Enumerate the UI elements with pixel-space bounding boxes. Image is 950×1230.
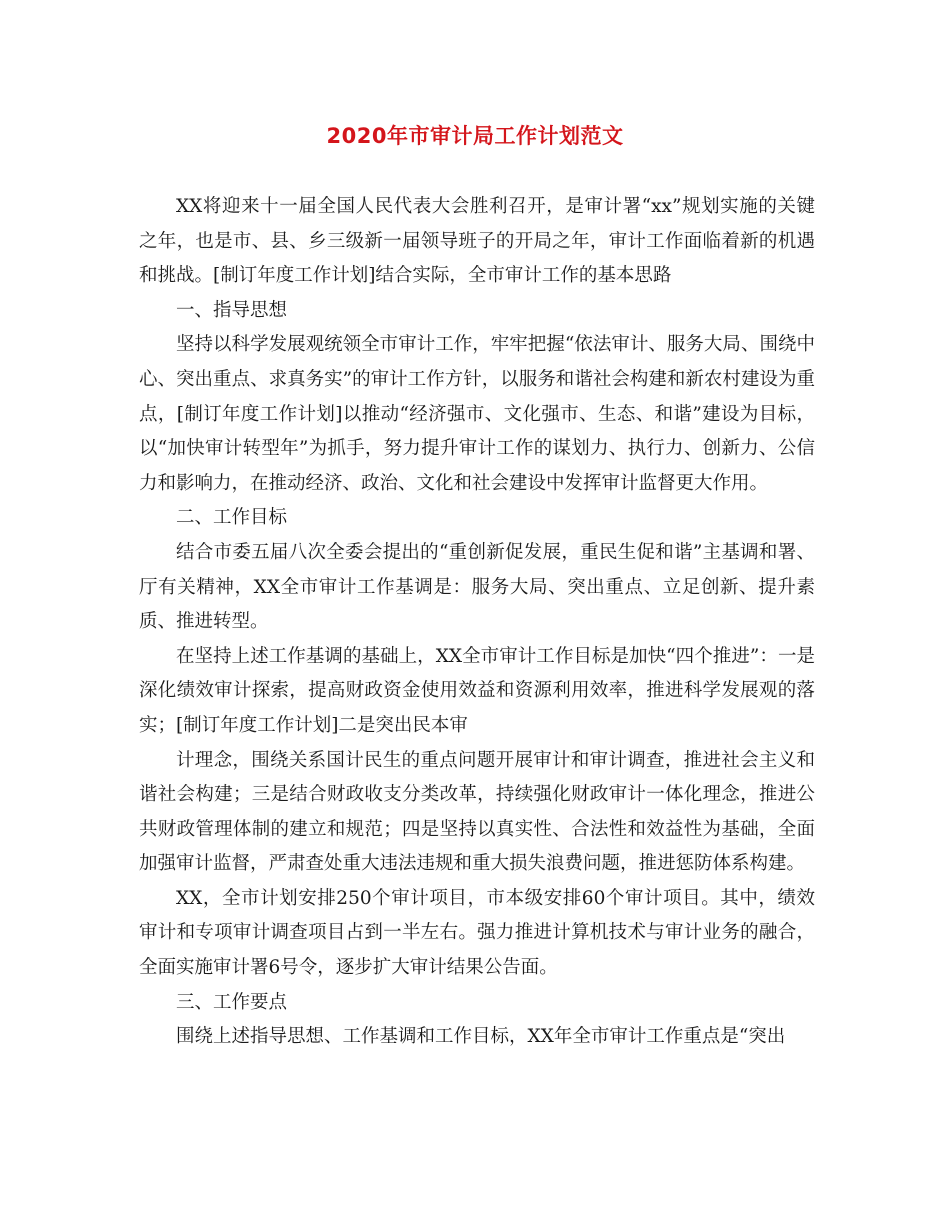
document-title: 2020年市审计局工作计划范文 [326,124,624,148]
paragraph-audit-projects: XX，全市计划安排250个审计项目，市本级安排60个审计项目。其中，绩效审计和专项审计调查项目占到一半左右。强力推进计算机技术与审计业务的融合，全面实施审计署6号令，逐步扩大审计结果公告面。 [139,887,815,979]
section-heading-work-points: 三、工作要点 [176,991,288,1013]
section-heading-work-goals: 二、工作目标 [176,507,288,529]
document-body [139,190,815,1055]
paragraph-four-advances: 在坚持上述工作基调的基础上，XX全市审计工作目标是加快“四个推进”：一是深化绩效审计探索，提高财政资金使用效益和资源利用效率，推进科学发展观的落实；[制订年度工作计划]二是突出民本审 [139,645,815,736]
paragraph-work-keynote: 结合市委五届八次全委会提出的“重创新促发展，重民生促和谐”主基调和署、厅有关精神，XX全市审计工作基调是：服务大局、突出重点、立足创新、提升素质、推进转型。 [139,541,815,633]
section-heading-guiding-ideology: 一、指导思想 [176,299,288,321]
paragraph-work-points: 围绕上述指导思想、工作基调和工作目标，XX年全市审计工作重点是“突出 [176,1026,786,1048]
paragraph-guiding-ideology: 坚持以科学发展观统领全市审计工作，牢牢把握“依法审计、服务大局、围绕中心、突出重点、求真务实”的审计工作方针，以服务和谐社会构建和新农村建设为重点，[制订年度工作计划]以推动“经济强市、文化强市、生态、和谐”建设为目标，以“加快审计转型年”为抓手，努力提升审计工作的谋划力、执行力、创新力、公信力和影响力，在推动经济、政治、文化和社会建设中发挥审计监督更大作用。 [139,334,815,494]
paragraph-intro: XX将迎来十一届全国人民代表大会胜利召开，是审计署“xx”规划实施的关键之年，也是市、县、乡三级新一届领导班子的开局之年，审计工作面临着新的机遇和挑战。[制订年度工作计划]结合实际，全市审计工作的基本思路 [139,196,815,287]
paragraph-four-advances-continued: 计理念，围绕关系国计民生的重点问题开展审计和审计调查，推进社会主义和谐社会构建；三是结合财政收支分类改革，持续强化财政审计一体化理念，推进公共财政管理体制的建立和规范；四是坚持以真实性、合法性和效益性为基础，全面加强审计监督，严肃查处重大违法违规和重大损失浪费问题，推进惩防体系构建。 [139,749,815,875]
